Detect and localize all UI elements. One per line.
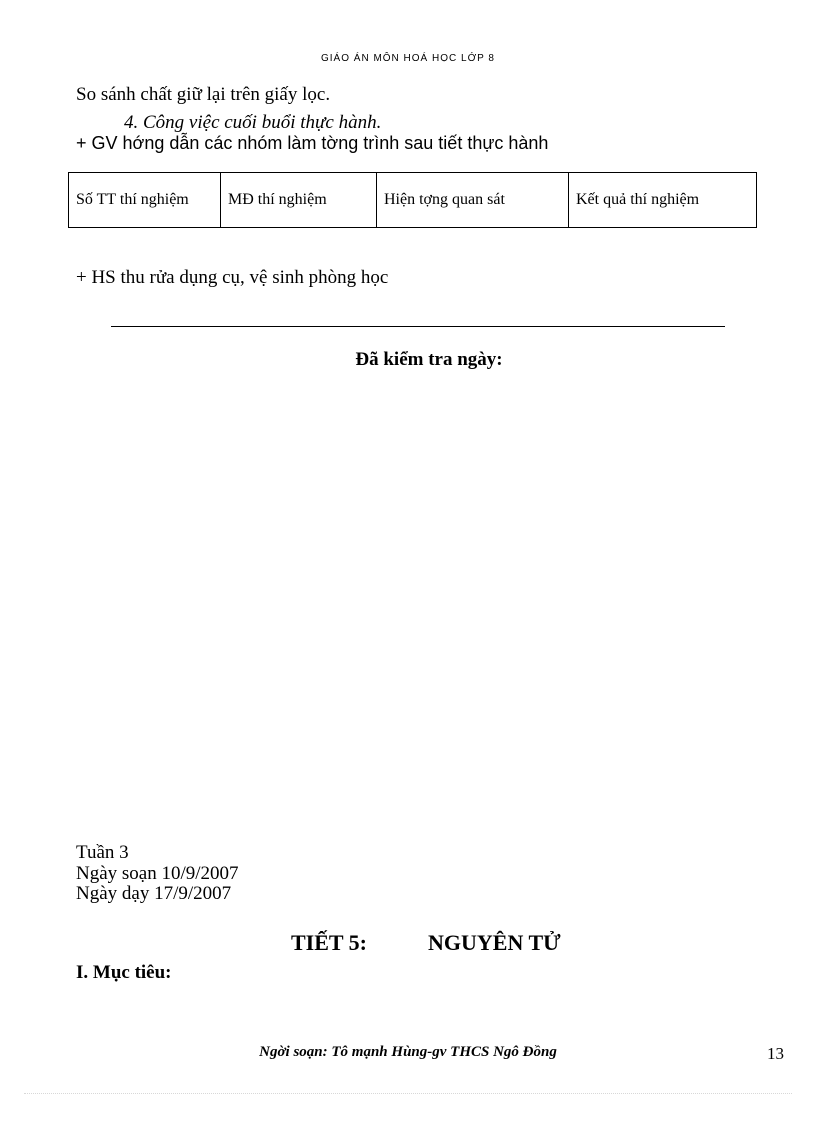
teacher-instruction: + GV hớng dẫn các nhóm làm tờng trình sau tiết thực hành	[76, 133, 549, 153]
divider-line	[111, 326, 725, 327]
week-label: Tuần 3	[76, 842, 129, 863]
comparison-line: So sánh chất giữ lại trên giấy lọc.	[76, 84, 331, 105]
page-bottom-border	[24, 1093, 792, 1094]
student-instruction: + HS thu rửa dụng cụ, vệ sinh phòng học	[76, 267, 389, 288]
section-heading: 4. Công việc cuối buổi thực hành.	[124, 112, 382, 133]
page-number: 13	[767, 1044, 784, 1063]
table-header-cell: Kết quả thí nghiệm	[569, 173, 757, 228]
table-header-cell: Hiện tợng quan sát	[377, 173, 569, 228]
table-header-row	[69, 173, 757, 228]
lesson-title: NGUYÊN TỬ	[428, 930, 561, 955]
table-header-cell: Số TT thí nghiệm	[69, 173, 221, 228]
lesson-title-number: TIẾT 5:	[291, 930, 368, 955]
footer-author: Ngời soạn: Tô mạnh Hùng-gv THCS Ngô Đồng	[259, 1044, 557, 1060]
results-table	[68, 172, 757, 228]
objectives-heading: I. Mục tiêu:	[76, 962, 172, 983]
table-header-cell: MĐ thí nghiệm	[221, 173, 377, 228]
page-header: GIÁO ÁN MÔN HOÁ HỌC LỚP 8	[321, 53, 495, 62]
teaching-date: Ngày dạy 17/9/2007	[76, 883, 232, 904]
prepared-date: Ngày soạn 10/9/2007	[76, 863, 239, 884]
checked-date-label: Đã kiểm tra ngày:	[355, 349, 503, 370]
